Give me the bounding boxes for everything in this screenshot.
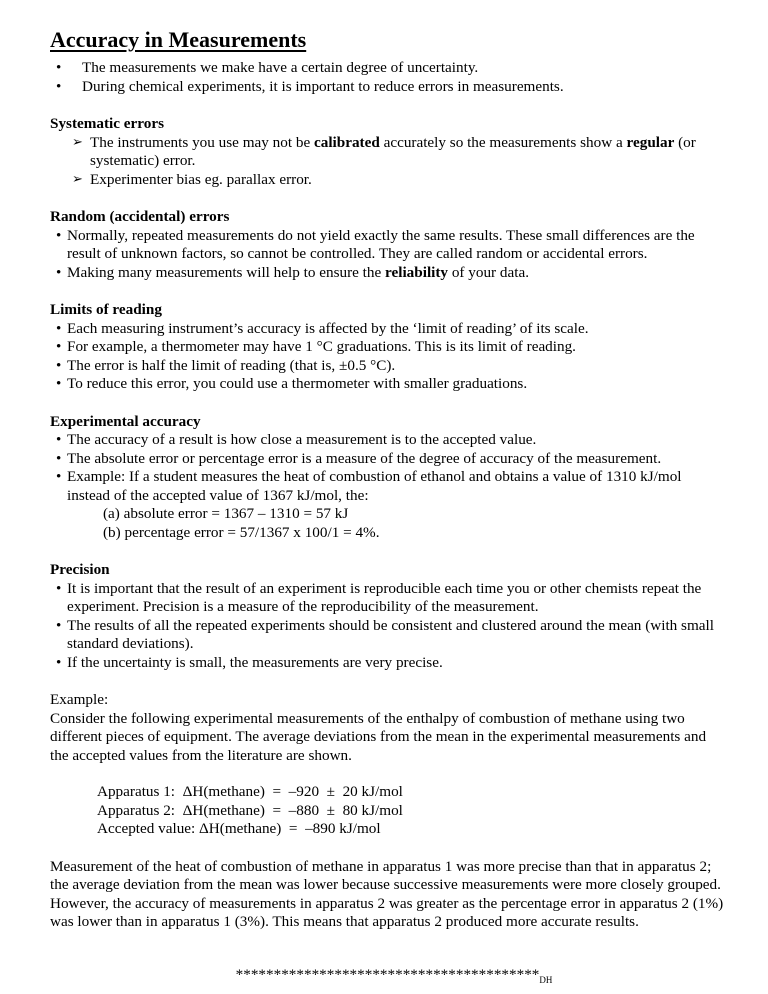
precision-item: • It is important that the result of an experiment is reproducible each time you or other chemists repeat the experiment. Precision is a measure of the reproducibility of the measurement. [50, 580, 728, 617]
limits-heading: Limits of reading [50, 301, 162, 318]
random-item: • Making many measurements will help to ensure the reliability of your data. [50, 264, 728, 283]
systematic-item: ➢ Experimenter bias eg. parallax error. [50, 171, 728, 190]
limits-section [50, 301, 728, 394]
accepted-value-line: Accepted value: ΔH(methane) = –890 kJ/mol [97, 820, 381, 837]
example-text: Consider the following experimental measurements of the enthalpy of combustion of methane using two different pieces of equipment. The average deviations from the mean in the experimental measurements and the accepted values from the literature are shown. [50, 709, 707, 764]
example-label: Example: [50, 691, 109, 708]
accuracy-item: • The accuracy of a result is how close a measurement is to the accepted value. [50, 431, 728, 450]
limits-item: • To reduce this error, you could use a thermometer with smaller graduations. [50, 375, 728, 394]
random-errors-heading: Random (accidental) errors [50, 208, 230, 225]
precision-section [50, 561, 728, 672]
limits-item: • For example, a thermometer may have 1 °C graduations. This is its limit of reading. [50, 338, 728, 357]
precision-item: • The results of all the repeated experiments should be consistent and clustered around the mean (with small standard deviations). [50, 617, 728, 654]
accuracy-heading: Experimental accuracy [50, 412, 201, 430]
intro-item: • During chemical experiments, it is important to reduce errors in measurements. [50, 78, 728, 97]
author-initials: DH [539, 974, 553, 985]
page-title: Accuracy in Measurements [50, 27, 307, 52]
example-section [50, 691, 728, 932]
footer-separator: $****************************************_{DH}$ [235, 965, 553, 985]
systematic-item: ➢ The instruments you use may not be calibrated accurately so the measurements show a regular (or systematic) error. [50, 134, 728, 171]
intro-item: • The measurements we make have a certain degree of uncertainty. [50, 59, 728, 78]
bold-term: regular [626, 133, 675, 151]
random-item: • Normally, repeated measurements do not yield exactly the same results. These small differences are the result of unknown factors, so cannot be controlled. They are called random or accidental errors. [50, 227, 728, 264]
systematic-errors-section [50, 115, 728, 189]
limits-item: • The error is half the limit of reading (that is, ±0.5 °C). [50, 357, 728, 376]
conclusion-precision: Measurement of the heat of combustion of methane in apparatus 1 was more precise than that in apparatus 2; the average deviation from the mean was lower because successive measurements were more closely grouped. [50, 857, 721, 893]
bold-term: calibrated [313, 133, 380, 151]
accuracy-item: • Example: If a student measures the heat of combustion of ethanol and obtains a value of 1310 kJ/mol instead of the accepted value of 1367 kJ/mol, the: (a) absolute error = 1367 – 1310 = 57 kJ (b) percentage error = 57/1367 x 100/1 = 4%. [50, 468, 728, 542]
bold-term: reliability [385, 263, 449, 281]
conclusion-accuracy: However, the accuracy of measurements in apparatus 2 was greater as the percentage error in apparatus 2 (1%) was lower than in apparatus 1 (3%). This means that apparatus 2 produced more accurate results. [50, 894, 724, 930]
apparatus-2-line: Apparatus 2: ΔH(methane) = –880 ± 80 kJ/mol [97, 801, 403, 819]
accuracy-item: • The absolute error or percentage error is a measure of the degree of accuracy of the measurement. [50, 450, 728, 469]
precision-heading: Precision [50, 561, 110, 578]
apparatus-1-line: Apparatus 1: ΔH(methane) = –920 ± 20 kJ/mol [97, 783, 403, 800]
systematic-errors-heading: Systematic errors [50, 115, 165, 132]
limits-item: • Each measuring instrument’s accuracy is affected by the ‘limit of reading’ of its scale. [50, 320, 728, 339]
random-errors-section [50, 208, 728, 282]
intro-list [50, 59, 728, 96]
accuracy-section [50, 413, 728, 543]
percentage-error-line: (b) percentage error = 57/1367 x 100/1 = 4%. [103, 523, 380, 541]
absolute-error-line: (a) absolute error = 1367 – 1310 = 57 kJ [103, 505, 349, 522]
precision-item: • If the uncertainty is small, the measurements are very precise. [50, 654, 728, 673]
measurement-lines [50, 783, 728, 839]
